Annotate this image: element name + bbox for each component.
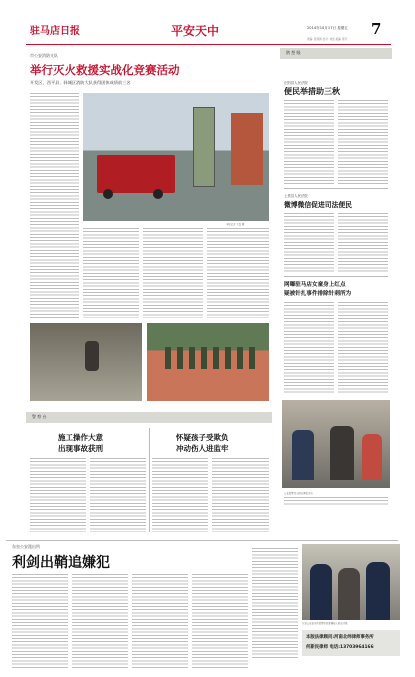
masthead-rule: [26, 44, 391, 45]
bottom-body-col2: [72, 574, 128, 670]
lead-photo-fire-drill: [83, 93, 269, 221]
sidebar-story3-col1: [284, 302, 334, 394]
bottom-photo-caption: 东皇公安派出所民警将犯罪嫌疑人抓获归案: [302, 622, 348, 625]
mid-left-headline-1: 施工操作大意: [58, 433, 103, 442]
mid-badge: 警 察 台: [32, 414, 47, 419]
sidebar-story2-headline: 微博微信促进司法便民: [284, 201, 352, 209]
ad-line2: 何新民律师 电话:13703964166: [306, 645, 374, 650]
lead-body-col2: [83, 228, 139, 318]
mid-body-col2: [90, 458, 146, 532]
mid-left-headline-2: 出现事故获刑: [58, 444, 103, 453]
sidebar-story2-col1: [284, 213, 334, 273]
sidebar-story3-headline-1: 网曝驻马店女童身上红点: [284, 282, 346, 288]
lead-body-col1: [30, 93, 79, 318]
lead-kicker: 市公安消防支队: [30, 53, 58, 58]
editor-line: 责编: 张保国 校对: 刘金 美编: 陈芳: [307, 38, 348, 41]
sidebar-story2-kicker: 上蔡县人民法院: [284, 194, 308, 198]
mid-body-col1: [30, 458, 86, 532]
mid-body-col4: [212, 458, 269, 532]
lead-photo-march: [147, 323, 269, 401]
bottom-body-col5: [252, 548, 298, 658]
masthead: [0, 0, 415, 46]
sidebar-photo-caption: 公安民警深入群众调查走访: [284, 492, 313, 495]
sidebar-photo-caption-body: [284, 497, 388, 505]
lead-story: [26, 48, 272, 406]
bottom-body-col4: [192, 574, 248, 670]
lead-photo-caption: 本报记者 王磊 摄: [226, 223, 245, 226]
section-title: 平安天中: [171, 24, 220, 38]
sidebar-divider-1: [284, 188, 388, 189]
mid-section: [26, 412, 272, 536]
mid-right-headline-2: 冲动伤人进监牢: [176, 444, 229, 453]
mid-divider: [149, 428, 150, 532]
bottom-top-rule: [6, 540, 398, 541]
date-line: 2014年10月17日 星期五: [307, 26, 348, 30]
bottom-body-col1: [12, 574, 68, 670]
mid-badge-band: [26, 412, 272, 423]
page-number: 7: [371, 20, 382, 38]
lead-photo-rope: [30, 323, 142, 401]
bottom-body-col3: [132, 574, 188, 670]
bottom-photo-arrest: [302, 544, 400, 620]
lead-subhead: 开发区、西平县、驿城区消防大队获得团体成绩前三名: [30, 80, 131, 85]
mid-body-col3: [152, 458, 208, 532]
sidebar-story1-col2: [338, 100, 388, 186]
lead-body-col4: [207, 228, 269, 318]
sidebar-story1-kicker: 正阳县人民法院: [284, 81, 308, 85]
paper-name: 驻马店日报: [30, 26, 80, 37]
ad-line1: 本版法律顾问:河南北纬律师事务所: [306, 635, 374, 640]
bottom-kicker: 东皇公安派出所: [12, 544, 40, 549]
lead-body-col3: [143, 228, 203, 318]
sidebar-story1-col1: [284, 100, 334, 186]
lead-headline: 举行灭火救援实战化竞赛活动: [30, 63, 180, 77]
sidebar: [280, 48, 392, 533]
mid-right-headline-1: 怀疑孩子受欺负: [176, 433, 229, 442]
bottom-headline: 利剑出鞘追嫌犯: [12, 555, 110, 571]
sidebar-divider-2: [284, 276, 388, 277]
sidebar-story3-col2: [338, 302, 388, 394]
sidebar-story1-headline: 便民举措助三秋: [284, 86, 340, 96]
sidebar-story3-headline-2: 疑被针扎事件排除针刺所为: [284, 291, 352, 297]
sidebar-badge: 鹊 想 眼: [286, 50, 301, 55]
bottom-story: [6, 540, 404, 674]
sidebar-story2-col2: [338, 213, 388, 273]
sidebar-photo-visit: [282, 400, 390, 488]
